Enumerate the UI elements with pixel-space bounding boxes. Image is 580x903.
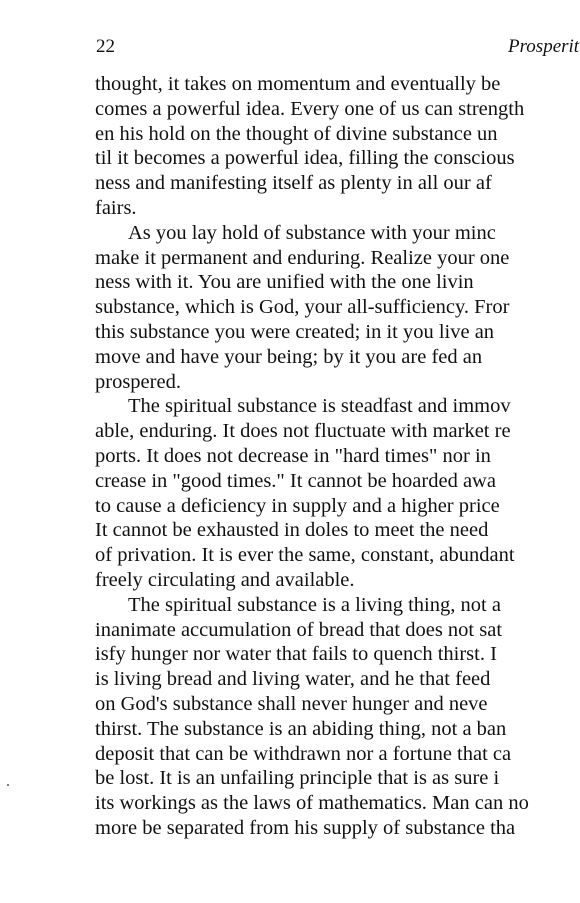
page-number: 22 (96, 36, 115, 57)
text-line: The spiritual substance is a living thing, not a (128, 593, 501, 616)
text-line: its workings as the laws of mathematics. Man can no (95, 792, 529, 815)
text-line: thirst. The substance is an abiding thing, not a ban (95, 717, 507, 740)
text-line: thought, it takes on momentum and eventually be (95, 73, 501, 95)
text-line: fairs. (95, 196, 137, 219)
text-line: substance, which is God, your all-sufficiency. Fror (95, 296, 510, 319)
text-line: comes a powerful idea. Every one of us can strength (95, 97, 525, 120)
text-line: on God's substance shall never hunger and neve (95, 692, 488, 715)
text-line: of privation. It is ever the same, constant, abundant (95, 544, 515, 567)
text-line: til it becomes a powerful idea, filling the conscious (95, 147, 515, 170)
text-line: is living bread and living water, and he that feed (95, 668, 491, 691)
scan-speck (7, 784, 9, 786)
text-line: make it permanent and enduring. Realize your one (95, 246, 510, 269)
text-line: freely circulating and available. (95, 568, 355, 591)
text-line: able, enduring. It does not fluctuate with market re (95, 420, 511, 443)
page-header (96, 36, 580, 60)
text-line: move and have your being; by it you are fed an (95, 345, 483, 368)
text-line: It cannot be exhausted in doles to meet the need (95, 519, 489, 542)
running-head: Prosperit (508, 36, 580, 57)
text-line: The spiritual substance is steadfast and immov (128, 395, 511, 418)
text-line: ness and manifesting itself as plenty in all our af (95, 172, 492, 195)
text-line: ness with it. You are unified with the one livin (95, 271, 474, 294)
text-line: be lost. It is an unfailing principle that is as sure i (95, 767, 500, 790)
text-line: en his hold on the thought of divine substance un (95, 122, 498, 145)
text-line: inanimate accumulation of bread that does not sat (95, 618, 503, 641)
text-line: isfy hunger nor water that fails to quench thirst. I (95, 643, 497, 666)
text-line: more be separated from his supply of substance tha (95, 816, 516, 839)
text-line: to cause a deficiency in supply and a higher price (95, 494, 500, 517)
text-line: prospered. (95, 370, 181, 393)
text-line: As you lay hold of substance with your minc (128, 221, 496, 244)
body-text (95, 72, 580, 841)
text-line: crease in "good times." It cannot be hoarded awa (95, 469, 496, 492)
text-line: ports. It does not decrease in "hard times" nor in (95, 444, 491, 467)
text-line: deposit that can be withdrawn nor a fortune that ca (95, 742, 512, 765)
text-line: this substance you were created; in it you live an (95, 320, 495, 343)
